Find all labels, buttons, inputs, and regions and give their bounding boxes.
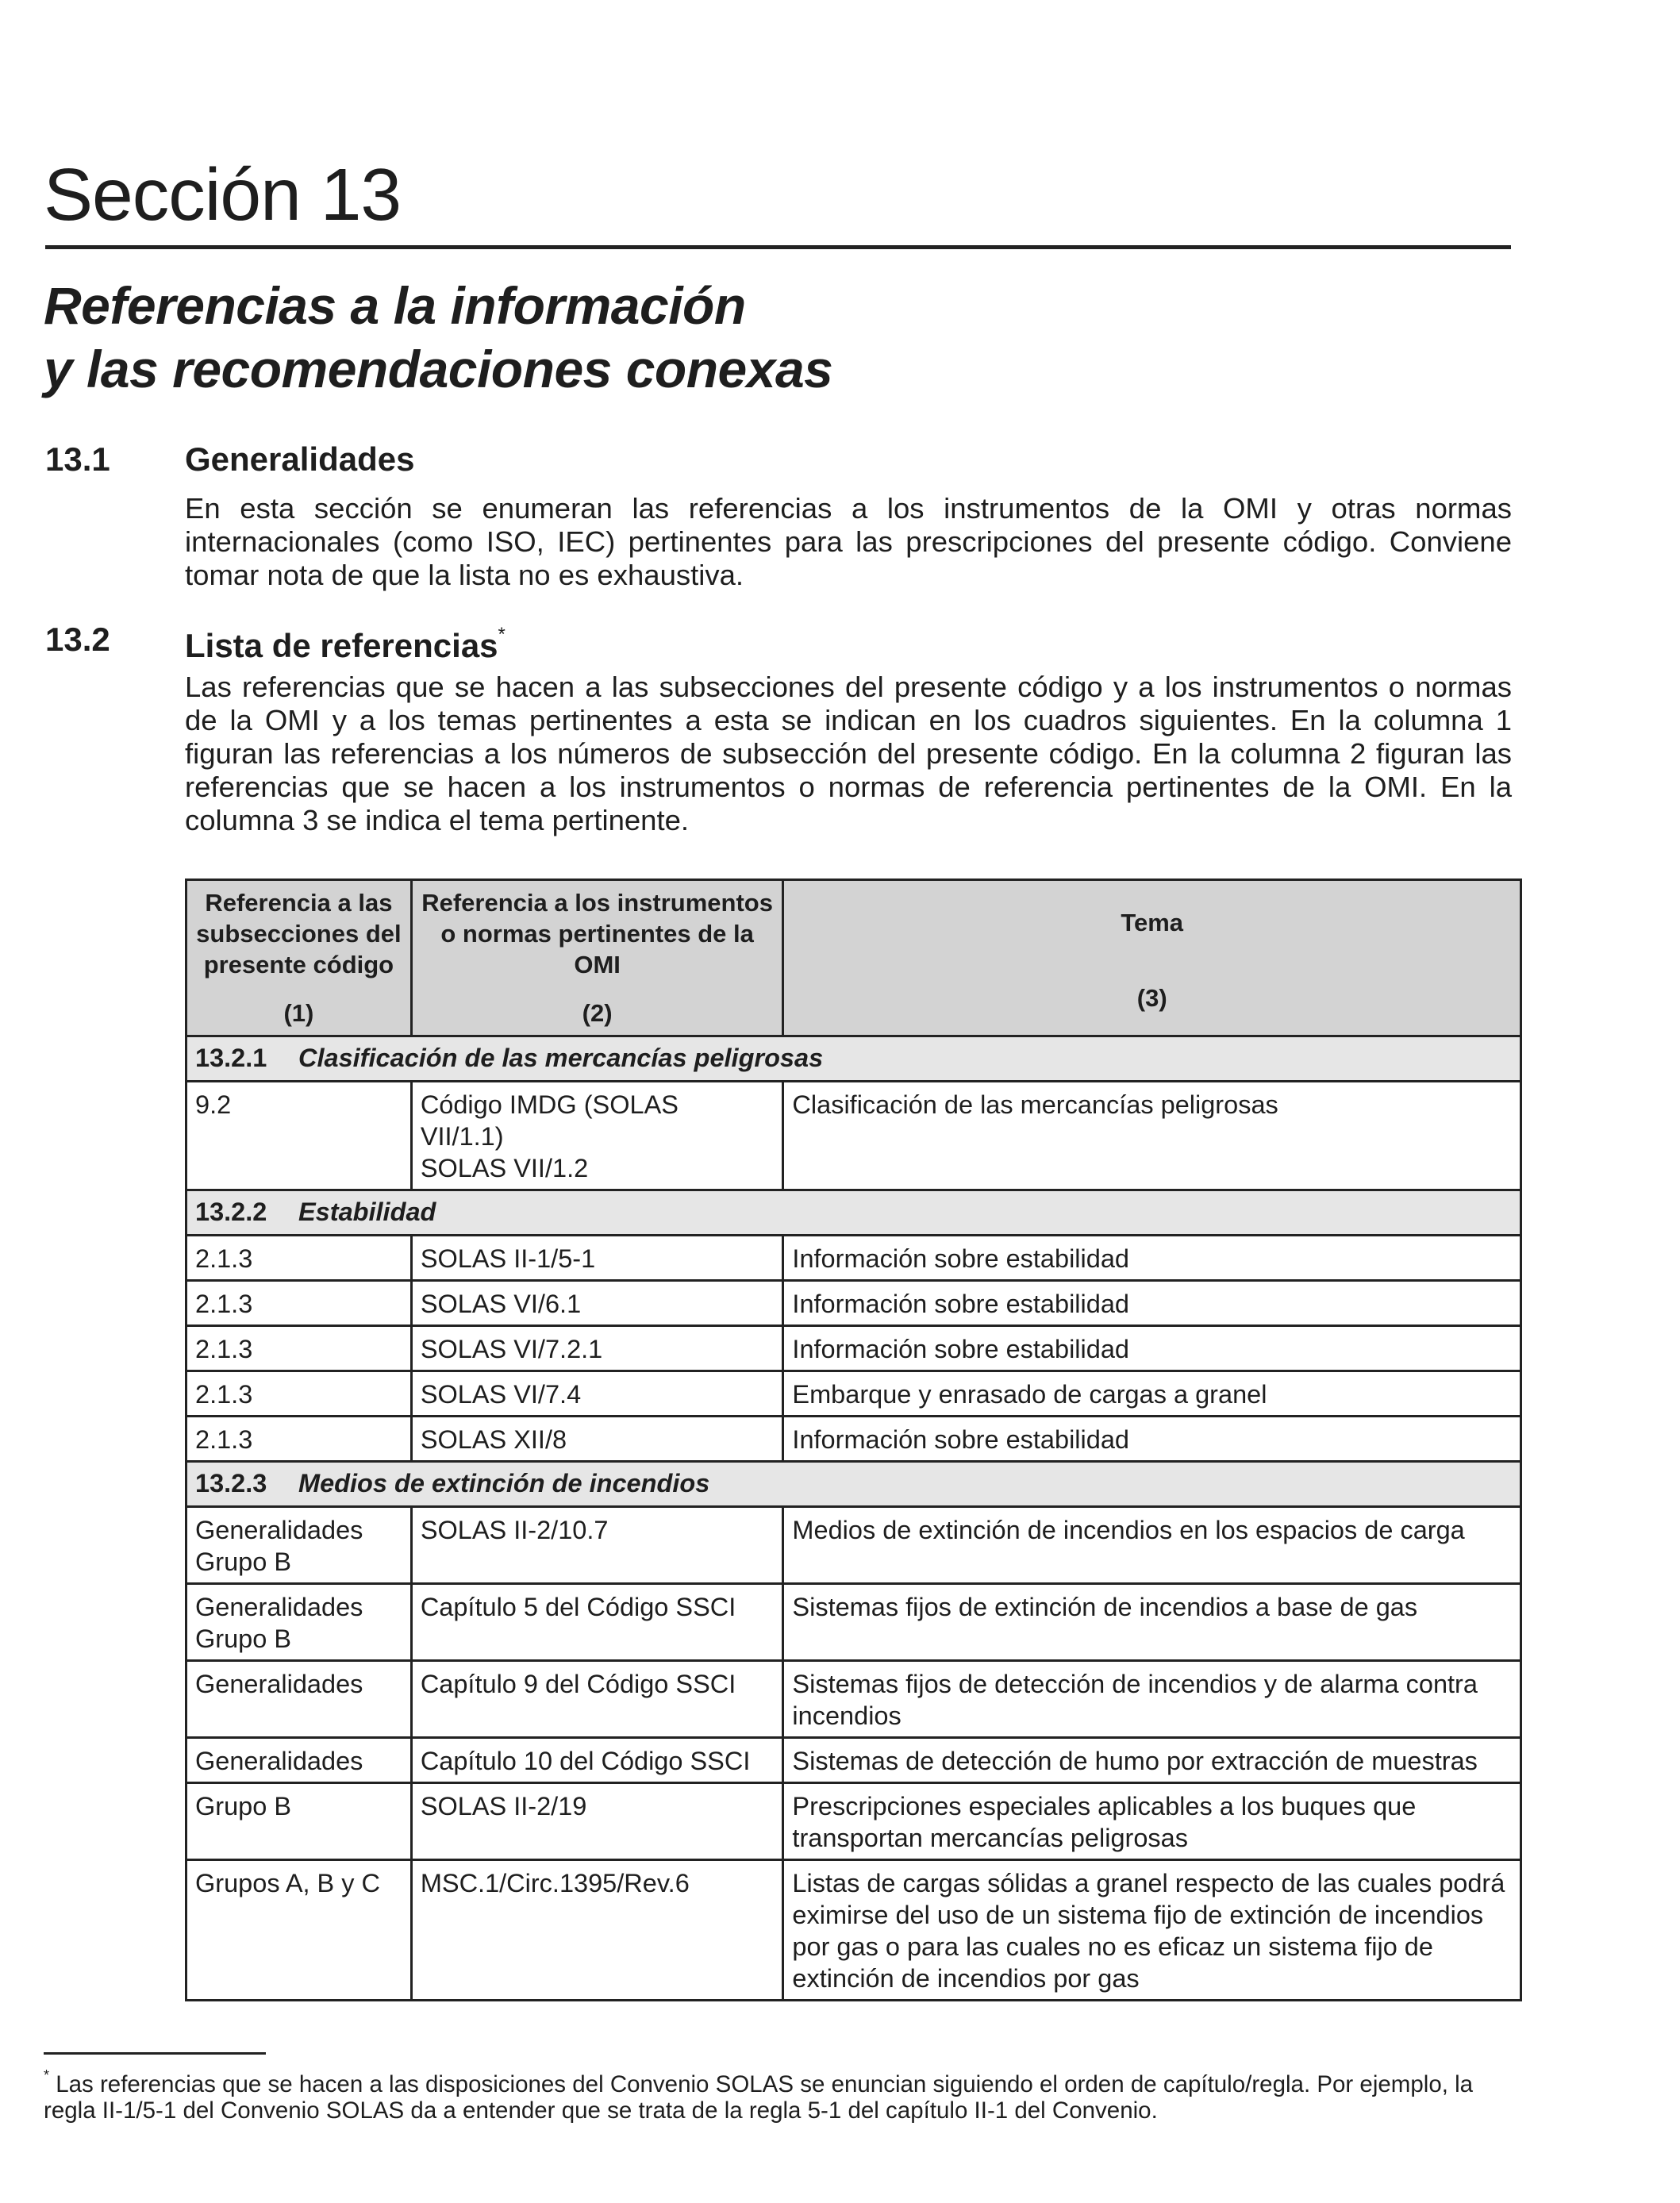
instrument-ref-cell [411, 1584, 783, 1661]
table-header-row [186, 880, 1521, 1036]
cell-line: extinción de incendios por gas [792, 1964, 1140, 1993]
column-header-1 [186, 880, 412, 1036]
table-row [186, 1371, 1521, 1417]
cell-line: Grupo B [195, 1547, 292, 1576]
cell-line: Listas de cargas sólidas a granel respecto de las cuales podrá [792, 1869, 1505, 1897]
subsection-ref-cell [186, 1236, 412, 1281]
column-number: (3) [1136, 984, 1167, 1012]
cell-line: Generalidades [195, 1593, 363, 1621]
cell-line: 2.1.3 [195, 1425, 253, 1454]
cell-line: Capítulo 10 del Código SSCI [420, 1747, 751, 1775]
instrument-ref-cell [411, 1860, 783, 2001]
topic-cell [783, 1783, 1521, 1860]
cell-line: SOLAS VI/7.2.1 [420, 1335, 603, 1363]
topic-cell [783, 1584, 1521, 1661]
group-row [186, 1036, 1521, 1082]
subsection-ref-cell [186, 1661, 412, 1738]
cell-line: Sistemas fijos de extinción de incendios a base de gas [792, 1593, 1418, 1621]
topic-cell [783, 1082, 1521, 1190]
column-header-label: Referencia a los instrumentos o normas pertinentes de la OMI [421, 889, 773, 978]
group-heading-cell [186, 1190, 1521, 1236]
cell-line: por gas o para las cuales no es eficaz un sistema fijo de [792, 1932, 1433, 1961]
instrument-ref-cell [411, 1326, 783, 1371]
column-header-label: Referencia a las subsecciones del presente código [196, 889, 402, 978]
topic-cell [783, 1236, 1521, 1281]
subsection-ref-cell [186, 1584, 412, 1661]
subsection-ref-cell [186, 1082, 412, 1190]
cell-line: Sistemas fijos de detección de incendios y de alarma contra [792, 1670, 1478, 1698]
topic-cell [783, 1371, 1521, 1417]
cell-line: Embarque y enrasado de cargas a granel [792, 1380, 1267, 1409]
cell-line: Generalidades [195, 1516, 363, 1544]
instrument-ref-cell [411, 1281, 783, 1326]
heading-label: Lista de referencias [185, 627, 498, 664]
cell-line: Sistemas de detección de humo por extracción de muestras [792, 1747, 1478, 1775]
table-row [186, 1860, 1521, 2001]
group-row [186, 1190, 1521, 1236]
instrument-ref-cell [411, 1371, 783, 1417]
instrument-ref-cell [411, 1738, 783, 1783]
cell-line: Información sobre estabilidad [792, 1335, 1129, 1363]
cell-line: SOLAS VI/7.4 [420, 1380, 582, 1409]
column-number: (1) [283, 999, 314, 1027]
instrument-ref-cell [411, 1783, 783, 1860]
subsection-ref-cell [186, 1281, 412, 1326]
group-heading-cell [186, 1462, 1521, 1507]
topic-cell [783, 1281, 1521, 1326]
cell-line: Prescripciones especiales aplicables a los buques que [792, 1792, 1417, 1820]
table-row [186, 1783, 1521, 1860]
table-row [186, 1661, 1521, 1738]
paragraph-13-2: Las referencias que se hacen a las subsecciones del presente código y a los instrumentos o normas de la OMI y a los temas pertinentes a esta se indican en los cuadros siguientes. En la columna 1 figuran las referencias a los números de subsección del presente código. En la columna 2 figuran las referencias que se hacen a los instrumentos o normas de referencia pertinentes de la OMI. En la columna 3 se indica el tema pertinente. [185, 671, 1512, 836]
footnote-ref-link[interactable]: * [498, 624, 506, 645]
subtitle-line-2: y las recomendaciones conexas [44, 340, 833, 398]
cell-line: SOLAS VI/6.1 [420, 1290, 582, 1318]
group-heading-cell [186, 1036, 1521, 1082]
cell-line: incendios [792, 1701, 902, 1730]
cell-line: Medios de extinción de incendios en los espacios de carga [792, 1516, 1465, 1544]
cell-line: SOLAS XII/8 [420, 1425, 567, 1454]
cell-line: Grupo B [195, 1792, 292, 1820]
subtitle-line-1: Referencias a la información [44, 276, 746, 335]
topic-cell [783, 1326, 1521, 1371]
cell-line: Información sobre estabilidad [792, 1244, 1129, 1273]
section-subtitle [44, 274, 832, 401]
column-header-label: Tema [1121, 909, 1184, 936]
cell-line: Generalidades [195, 1747, 363, 1775]
cell-line: 2.1.3 [195, 1380, 253, 1409]
title-rule-divider [45, 245, 1511, 249]
subsection-ref-cell [186, 1783, 412, 1860]
instrument-ref-cell [411, 1417, 783, 1462]
footnote-divider [44, 2052, 266, 2055]
instrument-ref-cell [411, 1082, 783, 1190]
heading-text: Generalidades [185, 440, 415, 478]
cell-line: SOLAS II-2/19 [420, 1792, 587, 1820]
group-title: Estabilidad [298, 1198, 436, 1226]
cell-line: eximirse del uso de un sistema fijo de extinción de incendios [792, 1901, 1484, 1929]
cell-line: SOLAS II-1/5-1 [420, 1244, 596, 1273]
cell-line: VII/1.1) [420, 1122, 504, 1151]
group-row [186, 1462, 1521, 1507]
cell-line: Clasificación de las mercancías peligrosas [792, 1090, 1278, 1119]
group-title: Medios de extinción de incendios [298, 1469, 710, 1498]
topic-cell [783, 1661, 1521, 1738]
topic-cell [783, 1860, 1521, 2001]
subsection-ref-cell [186, 1507, 412, 1584]
column-number: (2) [582, 999, 613, 1027]
references-table [185, 879, 1522, 2001]
section-title: Sección 13 [44, 153, 402, 236]
heading-text [185, 619, 506, 667]
cell-line: SOLAS VII/1.2 [420, 1154, 589, 1182]
cell-line: Información sobre estabilidad [792, 1425, 1129, 1454]
instrument-ref-cell [411, 1236, 783, 1281]
table-row [186, 1082, 1521, 1190]
subsection-ref-cell [186, 1738, 412, 1783]
topic-cell [783, 1417, 1521, 1462]
table-row [186, 1738, 1521, 1783]
topic-cell [783, 1507, 1521, 1584]
group-number: 13.2.2 [195, 1198, 267, 1226]
subsection-ref-cell [186, 1417, 412, 1462]
subsection-ref-cell [186, 1326, 412, 1371]
group-title: Clasificación de las mercancías peligrosas [298, 1044, 824, 1072]
topic-cell [783, 1738, 1521, 1783]
cell-line: Capítulo 9 del Código SSCI [420, 1670, 736, 1698]
column-header-3 [783, 880, 1521, 1036]
subsection-ref-cell [186, 1860, 412, 2001]
cell-line: 2.1.3 [195, 1335, 253, 1363]
table-row [186, 1281, 1521, 1326]
cell-line: Capítulo 5 del Código SSCI [420, 1593, 736, 1621]
subsection-ref-cell [186, 1371, 412, 1417]
table-row [186, 1326, 1521, 1371]
cell-line: SOLAS II-2/10.7 [420, 1516, 609, 1544]
cell-line: 2.1.3 [195, 1290, 253, 1318]
table-body [186, 1036, 1521, 2001]
cell-line: 9.2 [195, 1090, 232, 1119]
column-header-2 [411, 880, 783, 1036]
table-row [186, 1236, 1521, 1281]
cell-line: Generalidades [195, 1670, 363, 1698]
group-number: 13.2.1 [195, 1044, 267, 1072]
paragraph-13-1: En esta sección se enumeran las referencias a los instrumentos de la OMI y otras normas internacionales (como ISO, IEC) pertinentes para las prescripciones del presente código. Conviene tomar nota de que la lista no es exhaustiva. [185, 492, 1512, 591]
instrument-ref-cell [411, 1507, 783, 1584]
cell-line: Código IMDG (SOLAS [420, 1090, 679, 1119]
group-number: 13.2.3 [195, 1469, 267, 1498]
cell-line: Información sobre estabilidad [792, 1290, 1129, 1318]
instrument-ref-cell [411, 1661, 783, 1738]
cell-line: 2.1.3 [195, 1244, 253, 1273]
footnote-marker: * [44, 2067, 50, 2083]
cell-line: Grupo B [195, 1624, 292, 1653]
cell-line: Grupos A, B y C [195, 1869, 381, 1897]
cell-line: transportan mercancías peligrosas [792, 1824, 1188, 1852]
footnote [44, 2066, 1520, 2124]
heading-number: 13.1 [45, 440, 110, 478]
table-row [186, 1507, 1521, 1584]
table-row [186, 1417, 1521, 1462]
cell-line: MSC.1/Circ.1395/Rev.6 [420, 1869, 690, 1897]
table-row [186, 1584, 1521, 1661]
footnote-text: Las referencias que se hacen a las disposiciones del Convenio SOLAS se enuncian siguiendo el orden de capítulo/regla. Por ejemplo, la regla II-1/5-1 del Convenio SOLAS da a entender que se trata de la regla 5-1 del capítulo II-1 del Convenio. [44, 2070, 1474, 2124]
heading-number: 13.2 [45, 621, 110, 658]
